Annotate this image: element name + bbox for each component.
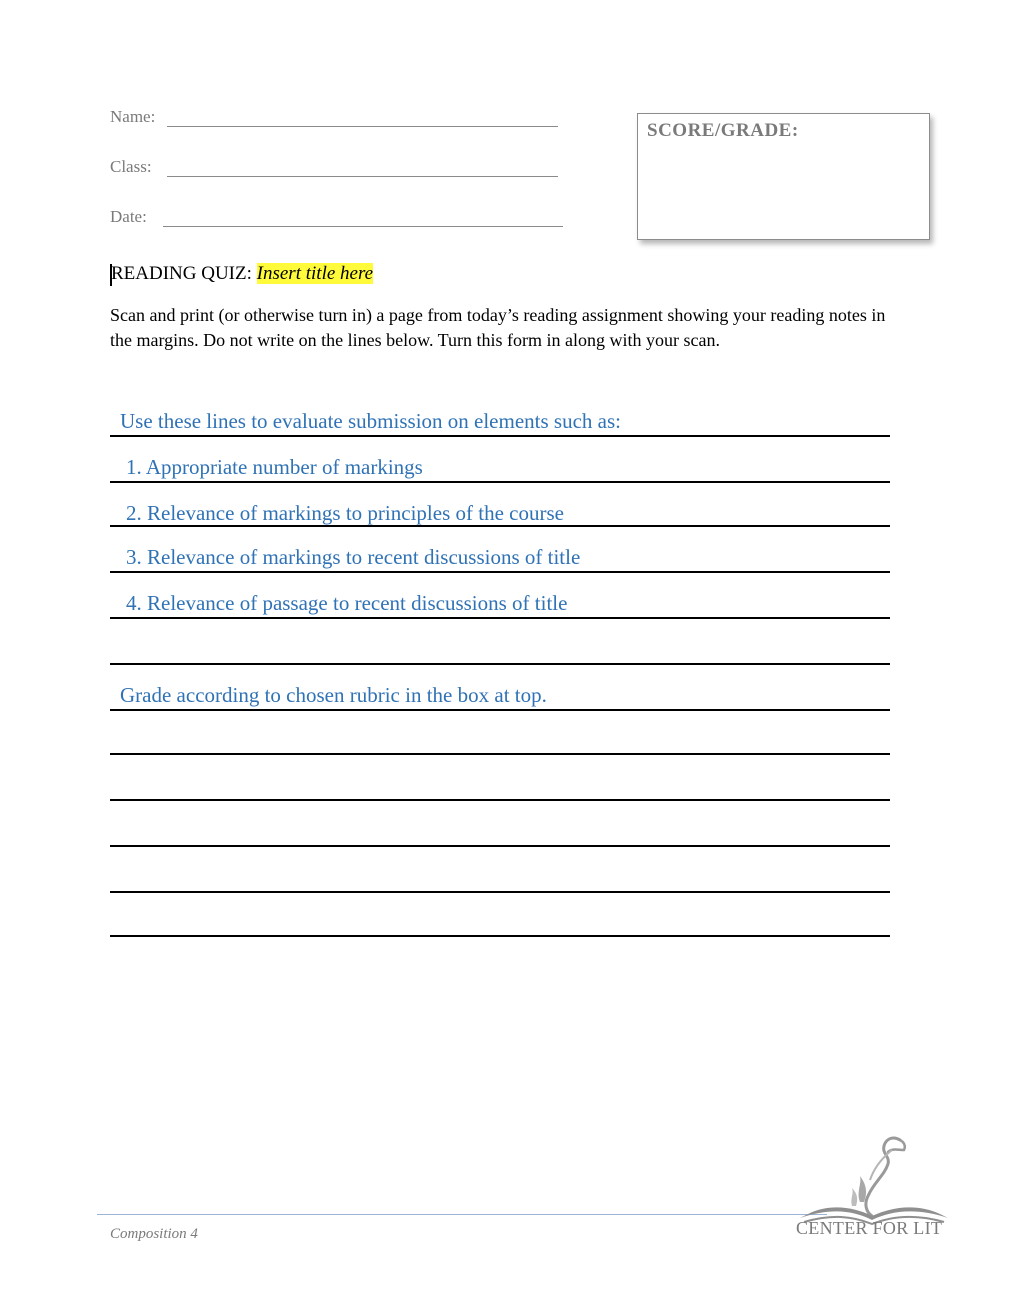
evaluation-line: [110, 435, 890, 437]
evaluation-line-text: Grade according to chosen rubric in the box at top.: [120, 683, 547, 707]
quiz-title-placeholder[interactable]: Insert title here: [256, 263, 374, 284]
quiz-title-prefix: READING QUIZ:: [111, 263, 257, 284]
evaluation-line: [110, 663, 890, 665]
evaluation-line-text: Use these lines to evaluate submission on elements such as:: [120, 409, 621, 433]
evaluation-line-text: 1. Appropriate number of markings: [126, 455, 423, 479]
date-field[interactable]: [163, 226, 563, 227]
footer-course-label: Composition 4: [110, 1226, 198, 1242]
footer-divider: [97, 1214, 827, 1215]
evaluation-line: [110, 617, 890, 619]
evaluation-line-text: 4. Relevance of passage to recent discussions of title: [126, 591, 568, 615]
score-grade-label: SCORE/GRADE:: [647, 120, 799, 141]
evaluation-line: [110, 891, 890, 893]
evaluation-line: [110, 481, 890, 483]
class-label: Class:: [110, 157, 152, 176]
evaluation-line: [110, 753, 890, 755]
name-label: Name:: [110, 107, 156, 126]
center-for-lit-logo-text: CENTER FOR LIT: [796, 1218, 943, 1238]
score-grade-box[interactable]: [637, 113, 930, 240]
instructions-paragraph: Scan and print (or otherwise turn in) a page from today’s reading assignment showing your reading notes in the margins. Do not write on the lines below. Turn this form in along with your scan.: [110, 305, 886, 350]
evaluation-line: [110, 799, 890, 801]
evaluation-line-text: 2. Relevance of markings to principles of the course: [126, 501, 564, 525]
evaluation-line: [110, 709, 890, 711]
evaluation-line: [110, 935, 890, 937]
date-label: Date:: [110, 207, 147, 226]
name-field[interactable]: [167, 126, 558, 127]
evaluation-line-text: 3. Relevance of markings to recent discussions of title: [126, 545, 581, 569]
class-field[interactable]: [167, 176, 558, 177]
evaluation-line: [110, 845, 890, 847]
evaluation-line: [110, 571, 890, 573]
quiz-title: [111, 263, 373, 285]
